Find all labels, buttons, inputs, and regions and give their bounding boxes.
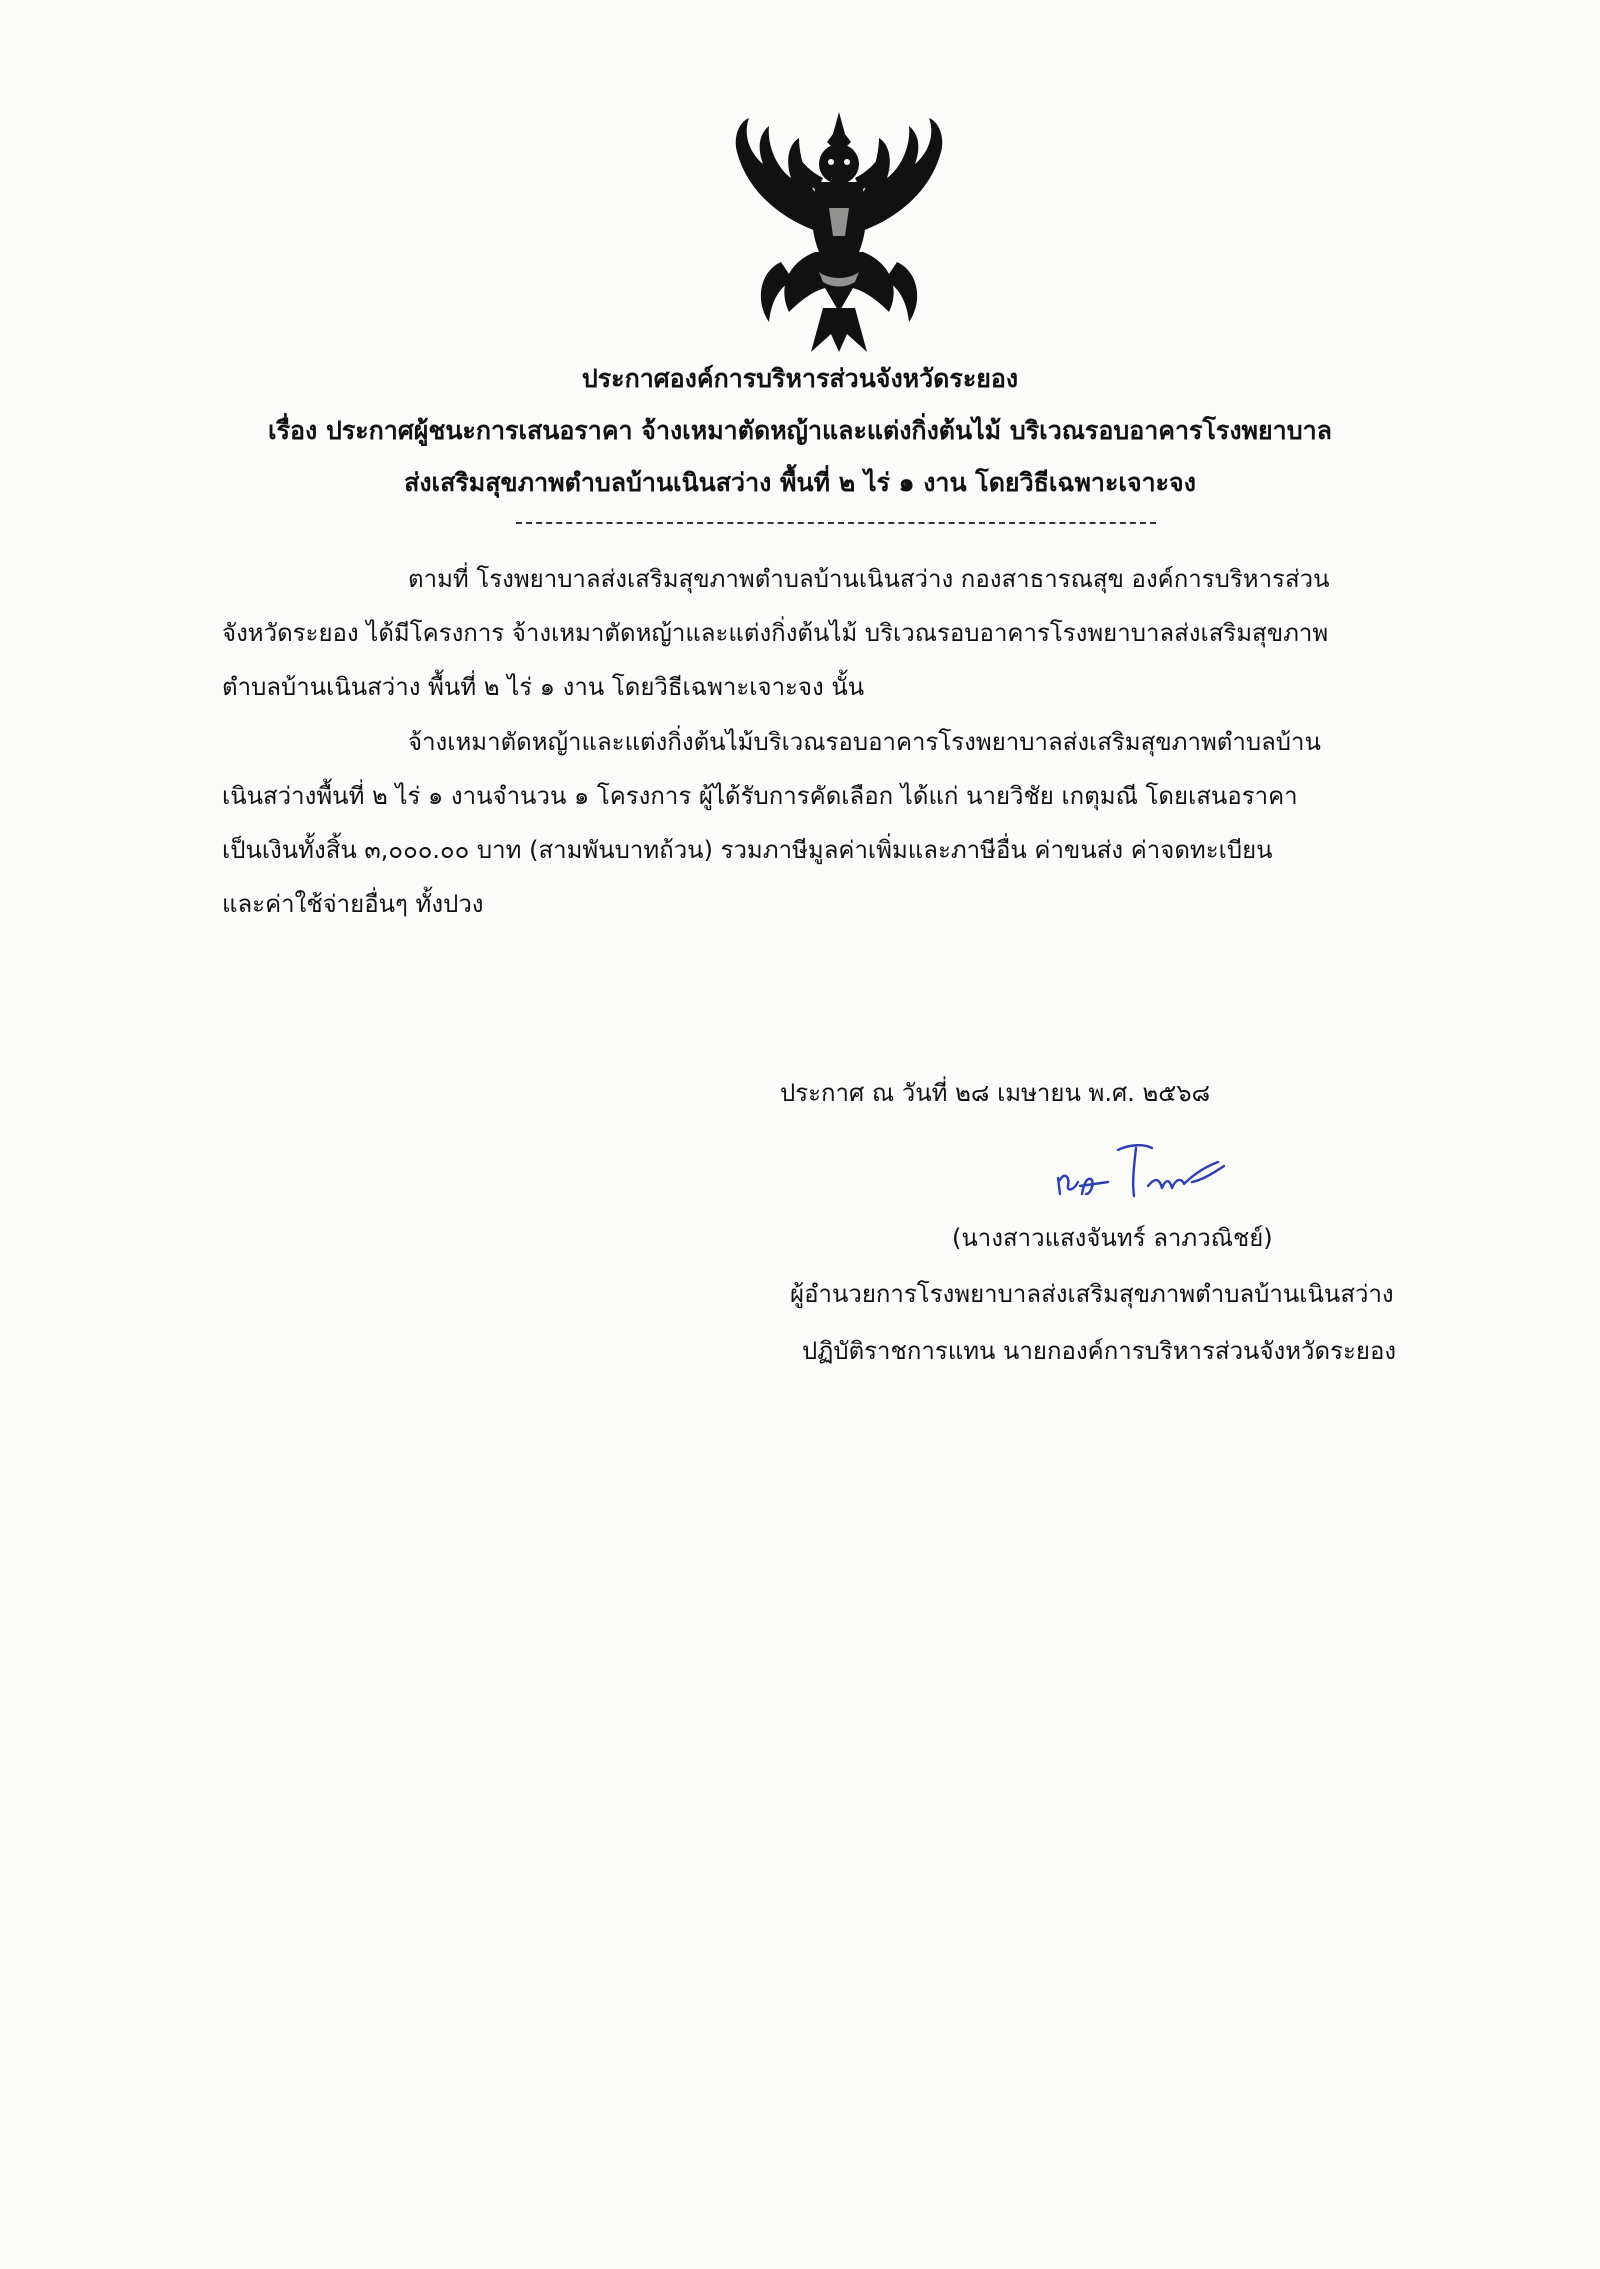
subject-line-1: เรื่อง ประกาศผู้ชนะการเสนอราคา จ้างเหมาตัดหญ้าและแต่งกิ่งต้นไม้ บริเวณรอบอาคารโรงพยาบาล (268, 416, 1332, 445)
paragraph1-line3: ตำบลบ้านเนินสว่าง พื้นที่ ๒ ไร่ ๑ งาน โดยวิธีเฉพาะเจาะจง นั้น (222, 673, 865, 701)
subject-line-2: ส่งเสริมสุขภาพตำบลบ้านเนินสว่าง พื้นที่ ๒ ไร่ ๑ งาน โดยวิธีเฉพาะเจาะจง (404, 468, 1196, 497)
paragraph1-line2: จังหวัดระยอง ได้มีโครงการ จ้างเหมาตัดหญ้าและแต่งกิ่งต้นไม้ บริเวณรอบอาคารโรงพยาบาลส่งเสริมสุขภาพ (222, 619, 1329, 647)
paragraph2-line2: เนินสว่างพื้นที่ ๒ ไร่ ๑ งานจำนวน ๑ โครงการ ผู้ได้รับการคัดเลือก ได้แก่ นายวิชัย เกตุมณี โดยเสนอราคา (222, 782, 1298, 810)
paragraph1-line1: ตามที่ โรงพยาบาลส่งเสริมสุขภาพตำบลบ้านเนินสว่าง กองสาธารณสุข องค์การบริหารส่วน (408, 565, 1330, 593)
divider-line (516, 522, 1156, 524)
announcement-date: ประกาศ ณ วันที่ ๒๘ เมษายน พ.ศ. ๒๕๖๘ (780, 1079, 1211, 1107)
garuda-emblem-icon (718, 112, 960, 352)
announcement-title: ประกาศองค์การบริหารส่วนจังหวัดระยอง (581, 364, 1019, 393)
signature-image (1052, 1136, 1238, 1206)
paragraph2-line3: เป็นเงินทั้งสิ้น ๓,๐๐๐.๐๐ บาท (สามพันบาทถ้วน) รวมภาษีมูลค่าเพิ่มและภาษีอื่น ค่าขนส่ง ค่าจดทะเบียน (222, 836, 1273, 864)
signer-name: (นางสาวแสงจันทร์ ลาภวณิชย์) (952, 1224, 1273, 1252)
paragraph2-line1: จ้างเหมาตัดหญ้าและแต่งกิ่งต้นไม้บริเวณรอบอาคารโรงพยาบาลส่งเสริมสุขภาพตำบลบ้าน (408, 728, 1321, 756)
signer-position-line2: ปฏิบัติราชการแทน นายกองค์การบริหารส่วนจังหวัดระยอง (802, 1337, 1397, 1365)
signer-position-line1: ผู้อำนวยการโรงพยาบาลส่งเสริมสุขภาพตำบลบ้านเนินสว่าง (790, 1280, 1394, 1308)
paragraph2-line4: และค่าใช้จ่ายอื่นๆ ทั้งปวง (222, 890, 484, 918)
